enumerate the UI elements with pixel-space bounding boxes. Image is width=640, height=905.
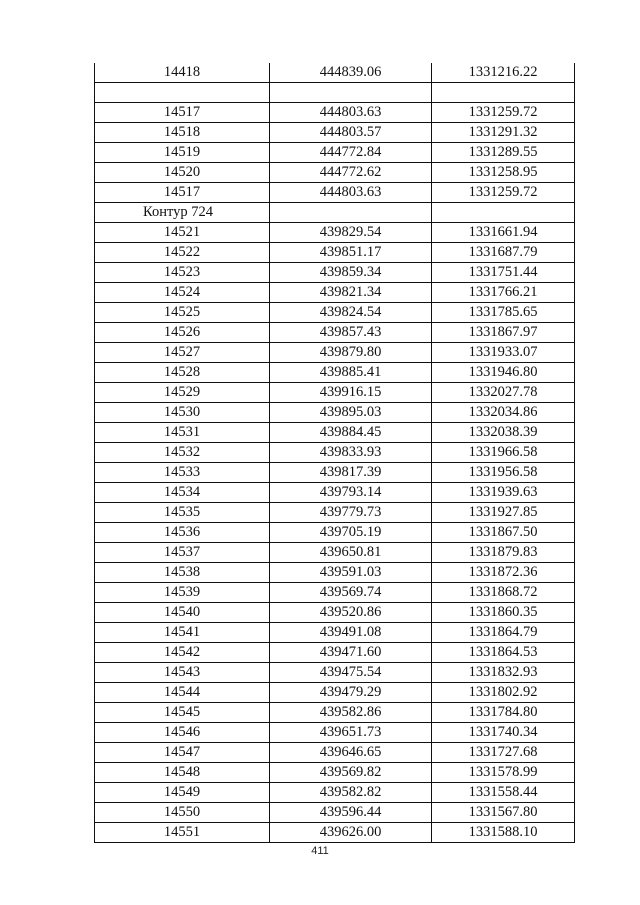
- table-row: [95, 63, 575, 83]
- x-coordinate-cell: 439859.34: [270, 263, 432, 283]
- x-coordinate-cell: 439491.08: [270, 623, 432, 643]
- x-coordinate-cell: 439879.80: [270, 343, 432, 363]
- point-number-cell: 14547: [95, 743, 270, 763]
- table-row: [95, 183, 575, 203]
- x-coordinate-cell: 439824.54: [270, 303, 432, 323]
- point-number-cell: 14517: [95, 183, 270, 203]
- y-coordinate-cell: 1331864.79: [432, 623, 575, 643]
- y-coordinate-cell: 1331860.35: [432, 603, 575, 623]
- y-coordinate-cell: 1331766.21: [432, 283, 575, 303]
- x-coordinate-cell: 444803.57: [270, 123, 432, 143]
- y-coordinate-cell: 1331864.53: [432, 643, 575, 663]
- point-number-cell: 14536: [95, 523, 270, 543]
- x-coordinate-cell: 439582.82: [270, 783, 432, 803]
- x-coordinate-cell: 439569.74: [270, 583, 432, 603]
- point-number-cell: 14519: [95, 143, 270, 163]
- y-coordinate-cell: [432, 203, 575, 223]
- y-coordinate-cell: 1331578.99: [432, 763, 575, 783]
- point-number-cell: 14525: [95, 303, 270, 323]
- point-number-cell: 14541: [95, 623, 270, 643]
- y-coordinate-cell: 1331588.10: [432, 823, 575, 843]
- x-coordinate-cell: 439626.00: [270, 823, 432, 843]
- point-number-cell: 14543: [95, 663, 270, 683]
- y-coordinate-cell: 1331784.80: [432, 703, 575, 723]
- x-coordinate-cell: [270, 203, 432, 223]
- table-row: [95, 603, 575, 623]
- point-number-cell: 14532: [95, 443, 270, 463]
- y-coordinate-cell: [432, 83, 575, 103]
- point-number-cell: 14549: [95, 783, 270, 803]
- y-coordinate-cell: 1331740.34: [432, 723, 575, 743]
- table-row: [95, 743, 575, 763]
- x-coordinate-cell: 439651.73: [270, 723, 432, 743]
- table-row: [95, 163, 575, 183]
- x-coordinate-cell: 439475.54: [270, 663, 432, 683]
- x-coordinate-cell: 439591.03: [270, 563, 432, 583]
- y-coordinate-cell: 1331832.93: [432, 663, 575, 683]
- x-coordinate-cell: 444803.63: [270, 183, 432, 203]
- x-coordinate-cell: 444839.06: [270, 63, 432, 83]
- page-number: 411: [311, 845, 329, 857]
- y-coordinate-cell: 1331258.95: [432, 163, 575, 183]
- table-row: [95, 223, 575, 243]
- point-number-cell: 14542: [95, 643, 270, 663]
- table-row: [95, 383, 575, 403]
- x-coordinate-cell: 444803.63: [270, 103, 432, 123]
- x-coordinate-cell: 439857.43: [270, 323, 432, 343]
- y-coordinate-cell: 1331259.72: [432, 103, 575, 123]
- point-number-cell: 14522: [95, 243, 270, 263]
- y-coordinate-cell: 1331289.55: [432, 143, 575, 163]
- point-number-cell: 14533: [95, 463, 270, 483]
- y-coordinate-cell: 1332027.78: [432, 383, 575, 403]
- point-number-cell: 14524: [95, 283, 270, 303]
- table-row: [95, 623, 575, 643]
- point-number-cell: 14540: [95, 603, 270, 623]
- table-row: [95, 643, 575, 663]
- x-coordinate-cell: 439821.34: [270, 283, 432, 303]
- x-coordinate-cell: 439520.86: [270, 603, 432, 623]
- y-coordinate-cell: 1331216.22: [432, 63, 575, 83]
- y-coordinate-cell: 1331872.36: [432, 563, 575, 583]
- x-coordinate-cell: 439646.65: [270, 743, 432, 763]
- table-row: [95, 663, 575, 683]
- table-row: [95, 363, 575, 383]
- point-number-cell: 14530: [95, 403, 270, 423]
- point-number-cell: 14528: [95, 363, 270, 383]
- point-number-cell: 14518: [95, 123, 270, 143]
- x-coordinate-cell: 439650.81: [270, 543, 432, 563]
- table-row: [95, 143, 575, 163]
- table-row: [95, 283, 575, 303]
- point-number-cell: 14520: [95, 163, 270, 183]
- x-coordinate-cell: 439596.44: [270, 803, 432, 823]
- y-coordinate-cell: 1331567.80: [432, 803, 575, 823]
- table-row: [95, 263, 575, 283]
- point-number-cell: 14550: [95, 803, 270, 823]
- point-number-cell: 14537: [95, 543, 270, 563]
- x-coordinate-cell: 439582.86: [270, 703, 432, 723]
- y-coordinate-cell: 1331879.83: [432, 543, 575, 563]
- y-coordinate-cell: 1331687.79: [432, 243, 575, 263]
- table-row: [95, 503, 575, 523]
- table-row: [95, 803, 575, 823]
- table-row: [95, 343, 575, 363]
- point-number-cell: 14544: [95, 683, 270, 703]
- table-row: [95, 543, 575, 563]
- point-number-cell: 14538: [95, 563, 270, 583]
- x-coordinate-cell: 439705.19: [270, 523, 432, 543]
- x-coordinate-cell: 439829.54: [270, 223, 432, 243]
- y-coordinate-cell: 1331927.85: [432, 503, 575, 523]
- table-row: [95, 203, 575, 223]
- table-row: [95, 783, 575, 803]
- point-number-cell: 14517: [95, 103, 270, 123]
- table-row: [95, 703, 575, 723]
- coordinates-table: [94, 63, 575, 843]
- table-row: [95, 723, 575, 743]
- y-coordinate-cell: 1332038.39: [432, 423, 575, 443]
- y-coordinate-cell: 1331939.63: [432, 483, 575, 503]
- x-coordinate-cell: 444772.62: [270, 163, 432, 183]
- x-coordinate-cell: [270, 83, 432, 103]
- y-coordinate-cell: 1331933.07: [432, 343, 575, 363]
- point-number-cell: 14546: [95, 723, 270, 743]
- x-coordinate-cell: 439916.15: [270, 383, 432, 403]
- x-coordinate-cell: 444772.84: [270, 143, 432, 163]
- table-row: [95, 563, 575, 583]
- table-row: [95, 683, 575, 703]
- x-coordinate-cell: 439817.39: [270, 463, 432, 483]
- y-coordinate-cell: 1331751.44: [432, 263, 575, 283]
- x-coordinate-cell: 439885.41: [270, 363, 432, 383]
- table-row: [95, 243, 575, 263]
- x-coordinate-cell: 439479.29: [270, 683, 432, 703]
- x-coordinate-cell: 439779.73: [270, 503, 432, 523]
- table-row: [95, 83, 575, 103]
- y-coordinate-cell: 1331966.58: [432, 443, 575, 463]
- point-number-cell: 14529: [95, 383, 270, 403]
- y-coordinate-cell: 1331956.58: [432, 463, 575, 483]
- point-number-cell: 14548: [95, 763, 270, 783]
- table-row: [95, 423, 575, 443]
- point-number-cell: 14418: [95, 63, 270, 83]
- x-coordinate-cell: 439471.60: [270, 643, 432, 663]
- table-row: [95, 323, 575, 343]
- y-coordinate-cell: 1331802.92: [432, 683, 575, 703]
- x-coordinate-cell: 439851.17: [270, 243, 432, 263]
- y-coordinate-cell: 1331946.80: [432, 363, 575, 383]
- table-row: [95, 763, 575, 783]
- table-row: [95, 523, 575, 543]
- x-coordinate-cell: 439895.03: [270, 403, 432, 423]
- x-coordinate-cell: 439884.45: [270, 423, 432, 443]
- point-number-cell: 14539: [95, 583, 270, 603]
- point-number-cell: 14527: [95, 343, 270, 363]
- point-number-cell: 14534: [95, 483, 270, 503]
- y-coordinate-cell: 1331661.94: [432, 223, 575, 243]
- y-coordinate-cell: 1331867.50: [432, 523, 575, 543]
- point-number-cell: 14551: [95, 823, 270, 843]
- point-number-cell: 14531: [95, 423, 270, 443]
- point-number-cell: [95, 83, 270, 103]
- table-row: [95, 443, 575, 463]
- point-number-cell: 14523: [95, 263, 270, 283]
- point-number-cell: 14545: [95, 703, 270, 723]
- table-row: [95, 303, 575, 323]
- x-coordinate-cell: 439833.93: [270, 443, 432, 463]
- contour-label-cell: Контур 724: [95, 203, 270, 223]
- table-row: [95, 123, 575, 143]
- y-coordinate-cell: 1331727.68: [432, 743, 575, 763]
- y-coordinate-cell: 1331259.72: [432, 183, 575, 203]
- y-coordinate-cell: 1331558.44: [432, 783, 575, 803]
- y-coordinate-cell: 1331291.32: [432, 123, 575, 143]
- y-coordinate-cell: 1332034.86: [432, 403, 575, 423]
- table-row: [95, 463, 575, 483]
- y-coordinate-cell: 1331785.65: [432, 303, 575, 323]
- table-row: [95, 583, 575, 603]
- x-coordinate-cell: 439793.14: [270, 483, 432, 503]
- table-row: [95, 103, 575, 123]
- point-number-cell: 14535: [95, 503, 270, 523]
- y-coordinate-cell: 1331867.97: [432, 323, 575, 343]
- coordinates-table-body: [95, 63, 575, 843]
- y-coordinate-cell: 1331868.72: [432, 583, 575, 603]
- point-number-cell: 14521: [95, 223, 270, 243]
- x-coordinate-cell: 439569.82: [270, 763, 432, 783]
- table-row: [95, 483, 575, 503]
- point-number-cell: 14526: [95, 323, 270, 343]
- table-row: [95, 823, 575, 843]
- table-row: [95, 403, 575, 423]
